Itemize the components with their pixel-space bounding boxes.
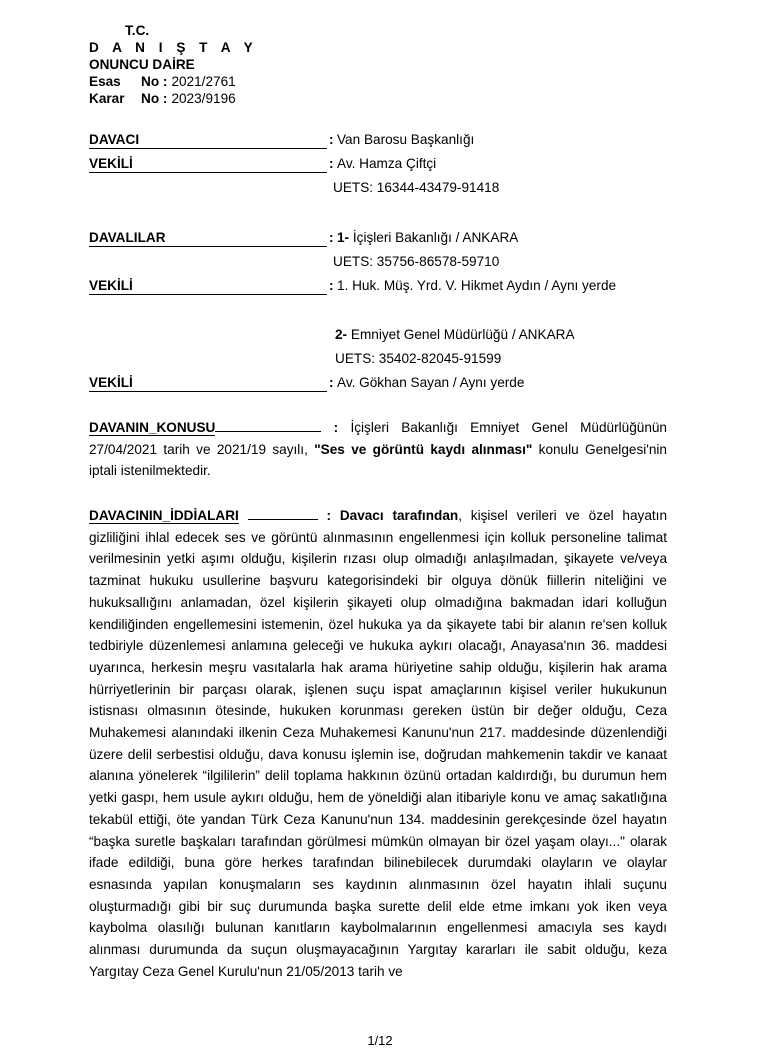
- davalilar-label: DAVALILAR: [89, 230, 327, 247]
- esas-number: 2021/2761: [171, 74, 236, 89]
- davali2-uets: UETS: 35402-82045-91599: [335, 351, 502, 366]
- davaci-name: Van Barosu Başkanlığı: [337, 132, 475, 147]
- document-header: [89, 22, 258, 107]
- davaci-vekil-row: VEKİLİ : Av. Hamza Çiftçi: [89, 156, 437, 171]
- konu-label: DAVANIN_KONUSU: [89, 420, 216, 435]
- davalilar-block: [89, 230, 669, 399]
- vekil-label: VEKİLİ: [89, 156, 327, 173]
- konu-bold: "Ses ve görüntü kaydı alınması": [314, 441, 533, 457]
- davaci-label: DAVACI: [89, 132, 327, 149]
- karar-no-label: No :: [141, 91, 168, 106]
- davali1-number: 1-: [337, 230, 350, 245]
- davali1-uets: UETS: 35756-86578-59710: [333, 254, 500, 269]
- tc-label: T.C.: [125, 23, 150, 38]
- iddialar-label: DAVACININ_İDDİALARI: [89, 508, 239, 523]
- karar-row: [89, 90, 258, 107]
- iddialar-paragraph: DAVACININ_İDDİALARI : Davacı tarafından, kişisel verileri ve özel hayatın gizliliğini ihlal edecek ses ve görüntü alınmasının engellenmesi için kolluk personeline talimat verilmesinin yetki aşımı olduğu, kişilerin rızası olup olmadığı anlaşılmadan, şikayete ve/veya tazminat hukuku usullerine başvuru kategorisindeki bir olguya dönük fiillerin niteliğini ve hukuksallığını anlamadan, özel kişilerin şikayeti olup olmadığına bakmadan idari kolluğun kendiliğinden engellemesini istemenin, özel hukuka ya da şikayete tabi bir alanın re'sen kolluk tedbiriyle düzenlemesi anlamına geleceği ve hukuka aykırı olacağı, Anayasa'nın 36. maddesi uyarınca, herkesin meşru vasıtalarla hak arama hüriyetine sahip olduğu, kişilerin hak arama hürriyetlerinin bir parçası olarak, işlenen suçu ispat amaçlarının kişisel veriler hukukunun istisnası olmasının ötesinde, hukuken korunması gereken üstün bir değer olduğu, Ceza Muhakemesi alanındaki ilkenin Ceza Muhakemesi Kanunu'nun 217. maddesinde düzenlendiği üzere delil serbestisi olduğu, dava konusu işlemin ise, doğrudan mahkemenin takdir ve kanaat alanına yönelerek “ilgililerin” delil toplama hakkının özünü ortadan kaldırdığı, bu durumun hem yetki gaspı, hem usule aykırı olduğu, hem de yöneldiği alan itibariyle konu ve amaç sakatlığına tekabül ettiği, öte yandan Türk Ceza Kanunu'nun 134. maddesinin gerekçesinde özel hayatın “başka suretle başkaları tarafından görülmesi mümkün olmayan bir özel yaşam olayı..." olarak ifade edildiği, buna göre herkes tarafından bilinebilecek durumdaki olayların ve olaylar esnasında yapılan konuşmaların ses kaydının alınmasının özel hayatın ihlali suçunu oluşturmadığı gibi bir suç durumunda başka surette delil elde etme imkanı yok iken veya kaybolma olasılığı bulunan kanıtların kaybolmalarının engellenmesi amacıyla ses kaydı alınması durumunda da suçun oluşmayacağının Yargıtay kararları ile sabit olduğu, keza Yargıtay Ceza Genel Kurulu'nun 21/05/2013 tarih ve: [89, 508, 668, 979]
- davaci-block: [89, 132, 669, 204]
- esas-row: [89, 73, 258, 90]
- vekil-label: VEKİLİ: [89, 375, 327, 392]
- chamber-name: ONUNCU DAİRE: [89, 57, 195, 72]
- esas-no-label: No :: [141, 74, 168, 89]
- davali1-name: İçişleri Bakanlığı / ANKARA: [352, 230, 519, 245]
- davalilar-row: DAVALILAR : 1- İçişleri Bakanlığı / ANKARA: [89, 230, 519, 245]
- konu-paragraph: DAVANIN_KONUSU : İçişleri Bakanlığı Emniyet Genel Müdürlüğünün 27/04/2021 tarih ve 2021/19 sayılı, "Ses ve görüntü kaydı alınması" konulu Genelgesi'nin iptali istenilmektedir.: [89, 420, 667, 479]
- karar-number: 2023/9196: [171, 91, 236, 106]
- davaci-vekil-name: Av. Hamza Çiftçi: [337, 156, 437, 171]
- vekil-label: VEKİLİ: [89, 278, 327, 295]
- davali1-vekil-name: 1. Huk. Müş. Yrd. V. Hikmet Aydın / Aynı yerde: [337, 278, 617, 293]
- davaci-row: DAVACI : Van Barosu Başkanlığı: [89, 132, 475, 147]
- karar-label: Karar: [89, 91, 125, 106]
- davaci-uets: UETS: 16344-43479-91418: [333, 180, 500, 195]
- davali2-vekil-name: Av. Gökhan Sayan / Aynı yerde: [337, 375, 525, 390]
- iddialar-lead: Davacı tarafından: [339, 508, 459, 523]
- davali1-vekil-row: VEKİLİ : 1. Huk. Müş. Yrd. V. Hikmet Aydın / Aynı yerde: [89, 278, 617, 293]
- page-number: 1/12: [367, 1033, 393, 1048]
- davali2-vekil-row: VEKİLİ : Av. Gökhan Sayan / Aynı yerde: [89, 375, 525, 390]
- davali2-name: Emniyet Genel Müdürlüğü / ANKARA: [350, 327, 575, 342]
- court-name: D A N I Ş T A Y: [89, 40, 258, 55]
- esas-label: Esas: [89, 74, 121, 89]
- davali2-number: 2-: [335, 327, 348, 342]
